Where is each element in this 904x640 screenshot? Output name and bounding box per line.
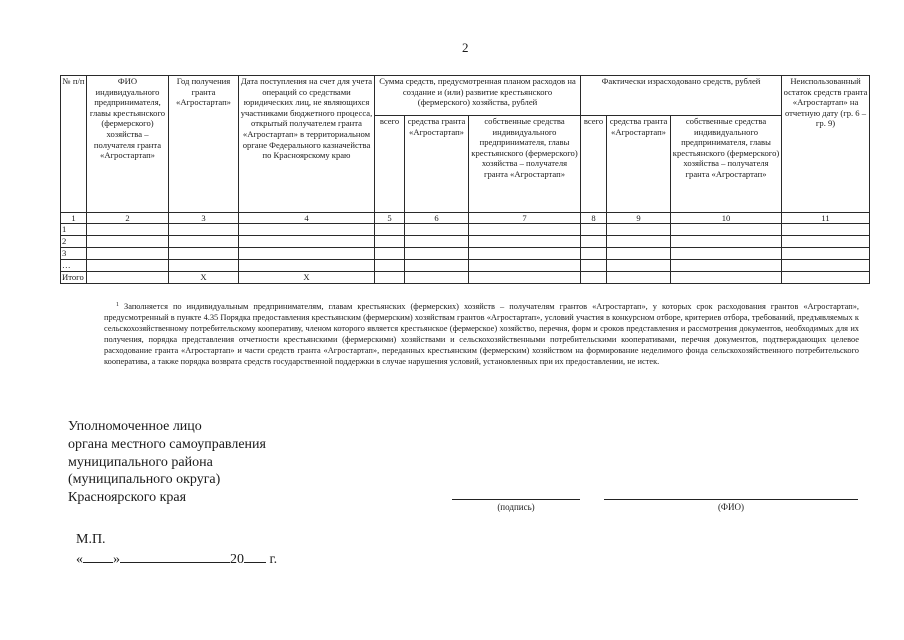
year-suffix: г. — [269, 552, 278, 567]
column-number: 11 — [782, 213, 870, 224]
table-row — [61, 224, 870, 236]
column-number: 7 — [469, 213, 581, 224]
footnote — [104, 300, 859, 367]
column-number: 4 — [239, 213, 375, 224]
footnote-marker: 1 — [116, 302, 119, 308]
total-receipt-date-x: Х — [239, 272, 375, 284]
column-number: 8 — [581, 213, 607, 224]
row-number: 3 — [61, 248, 87, 260]
header-actual-own: собственные средства индивидуального предпринимателя, главы крестьянского (фермерского) хозяйства – получателя гранта «Агростартап» — [671, 116, 782, 213]
signer-title — [68, 418, 266, 507]
header-receipt-date: Дата поступления на счет для учета операций со средствами юридических лиц, не являющихся участниками бюджетного процесса, открытый получателем гранта «Агростартап» в территориальном органе Федерального казначейства по Красноярскому краю — [239, 76, 375, 213]
total-label: Итого — [61, 272, 87, 284]
total-grant-year-x: Х — [169, 272, 239, 284]
column-number: 9 — [607, 213, 671, 224]
year-prefix: 20 — [230, 552, 244, 567]
report-table — [60, 75, 870, 284]
date-close-quote: » — [113, 552, 120, 567]
signer-line: органа местного самоуправления — [68, 436, 266, 452]
page-number: 2 — [462, 40, 469, 55]
header-grant-year: Год получения гранта «Агростартап» — [169, 76, 239, 213]
footnote-text: Заполняется по индивидуальным предпринимателям, главам крестьянских (фермерских) хозяйств – получателям грантов «Агростартап», у которых срок расходования грантов «Агростартап», предусмотренный в пункте 4.35 Порядка предоставления крестьянским (фермерским) хозяйствам грантов «Агростартап», условий участия в конкурсном отборе, критериев отбора, требований, предъявляемых к сельскохозяйственному потребительскому кооперативу, членом которого является крестьянское (фермерское) хозяйство, перечня, форм и сроков представления и рассмотрения документов, необходимых для их получения, порядка представления отчетности крестьянскими (фермерскими) хозяйствами и сельскохозяйственными потребительскими кооперативами, перечня документов, подтверждающих целевое расходование гранта «Агростартап» и части средств гранта «Агростартап», переданных крестьянским (фермерским) хозяйством на формирование неделимого фонда сельскохозяйственного потребительского кооператива, а также порядка возврата средств государственной поддержки в случае нарушения условий, установленных при их предоставлении, не истек. — [104, 302, 859, 366]
header-actual-total: всего — [581, 116, 607, 213]
table-row — [61, 236, 870, 248]
signature-label: (подпись) — [497, 502, 535, 512]
signer-line: (муниципального округа) — [68, 472, 221, 488]
signer-line: Уполномоченное лицо — [68, 419, 202, 434]
row-number: 2 — [61, 236, 87, 248]
signature-line[interactable] — [452, 499, 580, 500]
header-actual-grant: средства гранта «Агростартап» — [607, 116, 671, 213]
row-number: … — [61, 260, 87, 272]
month-blank[interactable] — [120, 550, 230, 563]
header-planned-grant: средства гранта «Агростартап» — [405, 116, 469, 213]
signer-line: муниципального района — [68, 454, 213, 470]
header-planned-own: собственные средства индивидуального предпринимателя, главы крестьянского (фермерского) хозяйства – получателя гранта «Агростартап» — [469, 116, 581, 213]
column-number: 3 — [169, 213, 239, 224]
table-row — [61, 260, 870, 272]
header-actual-spent: Фактически израсходовано средств, рублей — [581, 76, 782, 116]
column-number: 5 — [375, 213, 405, 224]
header-fio: ФИО индивидуального предпринимателя, главы крестьянского (фермерского) хозяйства – получателя гранта «Агростартап» — [87, 76, 169, 213]
column-number-row — [61, 213, 870, 224]
table-row — [61, 248, 870, 260]
date-open-quote: « — [76, 552, 83, 567]
header-number: № п/п — [61, 76, 87, 213]
year-blank[interactable] — [244, 550, 266, 563]
name-line[interactable] — [604, 499, 858, 500]
total-row — [61, 272, 870, 284]
name-label: (ФИО) — [717, 502, 745, 512]
header-planned-total: всего — [375, 116, 405, 213]
column-number: 6 — [405, 213, 469, 224]
signer-line: Красноярского края — [68, 490, 187, 506]
header-planned-amount: Сумма средств, предусмотренная планом расходов на создание и (или) развитие крестьянского (фермерского) хозяйства, рублей — [375, 76, 581, 116]
date-line — [76, 550, 277, 568]
column-number: 2 — [87, 213, 169, 224]
stamp-place: М.П. — [76, 532, 106, 547]
column-number: 10 — [671, 213, 782, 224]
header-unused-balance: Неиспользованный остаток средств гранта «Агростартап» на отчетную дату (гр. 6 – гр. 9) — [782, 76, 870, 213]
row-number: 1 — [61, 224, 87, 236]
day-blank[interactable] — [83, 550, 113, 563]
column-number: 1 — [61, 213, 87, 224]
